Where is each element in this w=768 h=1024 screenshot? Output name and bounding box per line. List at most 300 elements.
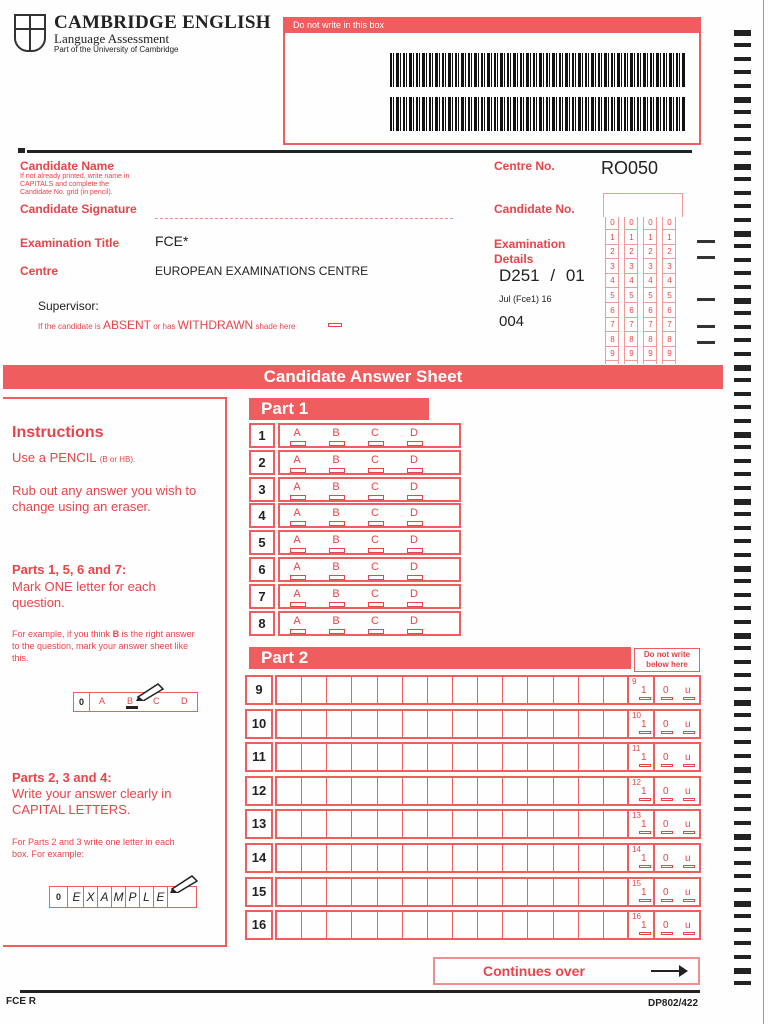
letter-box[interactable]	[428, 879, 453, 905]
letter-box[interactable]	[378, 677, 403, 703]
letter-box[interactable]	[604, 845, 629, 871]
letter-box[interactable]	[478, 811, 503, 837]
score-mark-u: u	[685, 785, 691, 797]
grid-digit-3[interactable]: 3	[606, 261, 619, 274]
letter-box[interactable]	[277, 912, 302, 938]
score-question-number: 9	[632, 677, 637, 686]
grid-digit-0[interactable]: 0	[644, 217, 657, 230]
timing-mark	[734, 191, 751, 195]
option-a[interactable]: A	[288, 481, 306, 493]
letter-box[interactable]	[478, 711, 503, 737]
letter-box[interactable]	[327, 677, 352, 703]
letter-boxes-row[interactable]	[275, 675, 655, 705]
letter-box[interactable]	[453, 845, 478, 871]
grid-digit-7[interactable]: 7	[606, 319, 619, 332]
letter-box[interactable]	[554, 879, 579, 905]
letter-box[interactable]	[453, 778, 478, 804]
letter-boxes-row[interactable]	[275, 877, 655, 907]
timing-mark	[734, 673, 751, 677]
option-b[interactable]: B	[327, 481, 345, 493]
timing-mark	[734, 794, 751, 798]
letter-box[interactable]	[352, 879, 377, 905]
grid-digit-6[interactable]: 6	[606, 305, 619, 318]
score-question-number: 16	[632, 912, 641, 922]
continues-over	[433, 957, 700, 985]
option-d[interactable]: D	[405, 454, 423, 466]
letter-box[interactable]	[302, 845, 327, 871]
grid-digit-9[interactable]: 9	[644, 348, 657, 361]
option-c[interactable]: C	[366, 507, 384, 519]
letter-box[interactable]	[277, 845, 302, 871]
letter-box[interactable]	[579, 811, 604, 837]
grid-digit-3[interactable]: 3	[644, 261, 657, 274]
letter-box[interactable]	[403, 879, 428, 905]
timing-mark	[734, 298, 751, 304]
grid-digit-4[interactable]: 4	[663, 275, 676, 288]
letter-box[interactable]	[604, 912, 629, 938]
letter-box[interactable]	[302, 711, 327, 737]
letter-box[interactable]	[503, 744, 528, 770]
letter-box[interactable]	[453, 912, 478, 938]
option-c[interactable]: C	[366, 615, 384, 627]
timing-mark	[734, 955, 751, 959]
option-d[interactable]: D	[405, 534, 423, 546]
example-b: B	[112, 629, 120, 639]
letter-box[interactable]	[428, 677, 453, 703]
letter-box[interactable]	[453, 879, 478, 905]
timing-mark	[734, 713, 751, 717]
option-c[interactable]: C	[366, 588, 384, 600]
question-number: 10	[245, 709, 273, 739]
answer-options-row	[278, 530, 461, 555]
option-a[interactable]: A	[288, 534, 306, 546]
letter-boxes-row[interactable]	[275, 709, 655, 739]
score-mark-0: 0	[663, 886, 669, 898]
exam-title-value: FCE*	[155, 233, 189, 249]
candidate-grid-column	[605, 217, 619, 364]
letter-box[interactable]	[378, 879, 403, 905]
letter-box[interactable]	[554, 711, 579, 737]
answer-options-row	[278, 477, 461, 502]
letter-box[interactable]	[352, 744, 377, 770]
score-shade-box[interactable]	[683, 932, 695, 935]
option-b[interactable]: B	[327, 507, 345, 519]
score-shade-box[interactable]	[661, 865, 673, 868]
letter-box[interactable]	[378, 778, 403, 804]
letter-box[interactable]	[453, 711, 478, 737]
candidate-name-label: Candidate Name	[20, 159, 115, 173]
score-mark-0: 0	[663, 920, 669, 932]
letter-box[interactable]	[579, 744, 604, 770]
letter-box[interactable]	[378, 744, 403, 770]
timing-mark	[734, 660, 751, 664]
example-answer-row	[73, 692, 198, 712]
letter-box[interactable]	[302, 744, 327, 770]
option-d[interactable]: D	[405, 561, 423, 573]
timing-mark	[734, 419, 751, 423]
timing-mark	[734, 137, 751, 141]
letter-box[interactable]	[352, 677, 377, 703]
letter-box[interactable]	[277, 711, 302, 737]
parts-b-title: Parts 2, 3 and 4:	[12, 770, 112, 785]
letter-box[interactable]	[302, 811, 327, 837]
score-shade-box[interactable]	[661, 932, 673, 935]
grid-digit-2[interactable]: 2	[644, 246, 657, 259]
score-shade-box[interactable]	[639, 764, 651, 767]
letter-box[interactable]	[453, 811, 478, 837]
option-d[interactable]: D	[405, 481, 423, 493]
timing-mark	[734, 606, 751, 610]
exam-code-line	[499, 266, 585, 286]
letter-boxes-row[interactable]	[275, 910, 655, 940]
score-shade-box[interactable]	[683, 831, 695, 834]
grid-digit-4[interactable]: 4	[606, 275, 619, 288]
score-mark-0: 0	[663, 685, 669, 696]
letter-box[interactable]	[503, 845, 528, 871]
example-letter: A	[98, 887, 112, 907]
letter-box[interactable]	[352, 912, 377, 938]
letter-box[interactable]	[554, 677, 579, 703]
score-shade-box[interactable]	[683, 798, 695, 801]
option-b[interactable]: B	[327, 588, 345, 600]
timing-mark	[734, 338, 751, 342]
timing-mark	[734, 512, 751, 516]
score-shade-box[interactable]	[661, 798, 673, 801]
letter-box[interactable]	[403, 845, 428, 871]
letter-box[interactable]	[604, 677, 629, 703]
score-shade-box[interactable]	[661, 764, 673, 767]
grid-digit-8[interactable]: 8	[625, 334, 638, 347]
score-box	[627, 877, 701, 907]
letter-box[interactable]	[503, 811, 528, 837]
timing-mark	[734, 861, 751, 865]
answer-options-row	[278, 450, 461, 475]
letter-box[interactable]	[478, 879, 503, 905]
option-c[interactable]: C	[366, 454, 384, 466]
letter-box[interactable]	[378, 811, 403, 837]
grid-digit-8[interactable]: 8	[644, 334, 657, 347]
letter-box[interactable]	[428, 778, 453, 804]
letter-box[interactable]	[428, 845, 453, 871]
timing-mark	[697, 341, 715, 344]
letter-box[interactable]	[327, 744, 352, 770]
score-box	[627, 776, 701, 806]
letter-box[interactable]	[554, 778, 579, 804]
letter-box[interactable]	[528, 879, 553, 905]
timing-mark	[734, 914, 751, 918]
grid-digit-6[interactable]: 6	[663, 305, 676, 318]
letter-box[interactable]	[604, 744, 629, 770]
option-c[interactable]: C	[366, 481, 384, 493]
candidate-name-hint: If not already printed, write name in CAPITALS and complete the Candidate No. grid (in pencil).	[20, 173, 130, 196]
score-shade-box[interactable]	[683, 764, 695, 767]
option-c[interactable]: C	[366, 534, 384, 546]
grid-digit-1[interactable]: 1	[663, 232, 676, 245]
score-mark-u: u	[685, 853, 691, 864]
letter-box[interactable]	[277, 677, 302, 703]
letter-box[interactable]	[528, 811, 553, 837]
timing-mark	[734, 124, 751, 128]
score-mark-1: 1	[641, 920, 647, 932]
letter-box[interactable]	[277, 811, 302, 837]
timing-mark	[734, 97, 751, 103]
letter-box[interactable]	[327, 711, 352, 737]
centre-no-label: Centre No.	[494, 159, 555, 173]
timing-mark	[734, 526, 751, 530]
absent-post: shade here	[255, 322, 296, 331]
grid-digit-5[interactable]: 5	[606, 290, 619, 303]
grid-digit-4[interactable]: 4	[644, 275, 657, 288]
grid-digit-6[interactable]: 6	[644, 305, 657, 318]
letter-box[interactable]	[428, 711, 453, 737]
option-c[interactable]: C	[366, 427, 384, 439]
example-option-d: D	[181, 696, 188, 706]
letter-box[interactable]	[352, 778, 377, 804]
score-shade-box[interactable]	[683, 899, 695, 902]
instructions-heading: Instructions	[12, 424, 104, 441]
part2-title: Part 2	[249, 647, 631, 669]
letter-box[interactable]	[453, 744, 478, 770]
grid-digit-0[interactable]: 0	[606, 217, 619, 230]
letter-box[interactable]	[378, 912, 403, 938]
letter-box[interactable]	[528, 912, 553, 938]
letter-box[interactable]	[327, 912, 352, 938]
letter-box[interactable]	[327, 879, 352, 905]
letter-box[interactable]	[579, 912, 604, 938]
score-question-number: 10	[632, 710, 641, 720]
option-a[interactable]: A	[288, 507, 306, 519]
candidate-grid-column	[624, 217, 638, 364]
score-shade-box[interactable]	[661, 899, 673, 902]
grid-digit-5[interactable]: 5	[663, 290, 676, 303]
timing-mark	[734, 285, 751, 289]
letter-box[interactable]	[428, 744, 453, 770]
option-b[interactable]: B	[327, 534, 345, 546]
pencil-text: Use a PENCIL	[12, 450, 97, 465]
letter-box[interactable]	[503, 778, 528, 804]
letter-box[interactable]	[503, 879, 528, 905]
score-shade-box[interactable]	[683, 731, 695, 734]
score-shade-box[interactable]	[661, 731, 673, 734]
score-shade-box[interactable]	[639, 831, 651, 834]
letter-box[interactable]	[554, 912, 579, 938]
grid-digit-0[interactable]: 0	[625, 217, 638, 230]
letter-box[interactable]	[478, 677, 503, 703]
score-box	[627, 675, 701, 705]
grid-digit-0[interactable]: 0	[663, 217, 676, 230]
letter-box[interactable]	[302, 912, 327, 938]
letter-box[interactable]	[554, 811, 579, 837]
letter-box[interactable]	[478, 744, 503, 770]
question-number: 2	[249, 450, 275, 475]
option-a[interactable]: A	[288, 588, 306, 600]
score-shade-box[interactable]	[661, 697, 673, 700]
grid-digit-8[interactable]: 8	[663, 334, 676, 347]
letter-box[interactable]	[302, 879, 327, 905]
grid-digit-7[interactable]: 7	[663, 319, 676, 332]
letter-box[interactable]	[403, 744, 428, 770]
question-number: 8	[249, 611, 275, 636]
grid-digit-4[interactable]: 4	[625, 275, 638, 288]
letter-boxes-row[interactable]	[275, 776, 655, 806]
score-mark-0: 0	[663, 785, 669, 797]
letter-box[interactable]	[604, 711, 629, 737]
grid-digit-3[interactable]: 3	[663, 261, 676, 274]
letter-box[interactable]	[327, 845, 352, 871]
option-d[interactable]: D	[405, 507, 423, 519]
score-shade-box[interactable]	[639, 731, 651, 734]
grid-digit-9[interactable]: 9	[663, 348, 676, 361]
letter-box[interactable]	[403, 912, 428, 938]
letter-box[interactable]	[403, 811, 428, 837]
letter-box[interactable]	[579, 845, 604, 871]
score-mark-1: 1	[641, 886, 647, 898]
letter-boxes-row[interactable]	[275, 742, 655, 772]
letter-box[interactable]	[277, 778, 302, 804]
grid-digit-2[interactable]: 2	[663, 246, 676, 259]
grid-digit-1[interactable]: 1	[625, 232, 638, 245]
letter-box[interactable]	[554, 845, 579, 871]
letter-box[interactable]	[503, 912, 528, 938]
letter-box[interactable]	[403, 711, 428, 737]
example-letter: L	[140, 887, 154, 907]
letter-box[interactable]	[579, 711, 604, 737]
question-number: 13	[245, 809, 273, 839]
option-d[interactable]: D	[405, 615, 423, 627]
exam-details-label: Examination Details	[494, 237, 566, 266]
letter-box[interactable]	[428, 811, 453, 837]
letter-box[interactable]	[503, 711, 528, 737]
letter-box[interactable]	[579, 677, 604, 703]
grid-digit-2[interactable]: 2	[625, 246, 638, 259]
letter-box[interactable]	[604, 778, 629, 804]
letter-box[interactable]	[302, 677, 327, 703]
score-mark-1: 1	[641, 718, 647, 730]
letter-box[interactable]	[453, 677, 478, 703]
score-shade-box[interactable]	[639, 798, 651, 801]
answer-options-row	[278, 503, 461, 528]
candidate-signature-label: Candidate Signature	[20, 202, 137, 216]
option-a[interactable]: A	[288, 561, 306, 573]
timing-mark	[734, 981, 751, 985]
question-number: 16	[245, 910, 273, 940]
letter-boxes-row[interactable]	[275, 843, 655, 873]
letter-box[interactable]	[503, 677, 528, 703]
letter-box[interactable]	[277, 744, 302, 770]
letter-box[interactable]	[403, 778, 428, 804]
score-shade-box[interactable]	[639, 865, 651, 868]
option-d[interactable]: D	[405, 427, 423, 439]
score-box	[627, 843, 701, 873]
score-shade-box[interactable]	[639, 932, 651, 935]
letter-box[interactable]	[579, 778, 604, 804]
timing-mark	[734, 874, 751, 878]
letter-box[interactable]	[352, 811, 377, 837]
score-mark-1: 1	[641, 752, 647, 764]
option-d[interactable]: D	[405, 588, 423, 600]
timing-mark	[734, 30, 751, 36]
option-c[interactable]: C	[366, 561, 384, 573]
page-edge	[763, 0, 764, 1024]
signature-line[interactable]	[155, 218, 453, 219]
score-shade-box[interactable]	[683, 865, 695, 868]
letter-box[interactable]	[604, 811, 629, 837]
letter-box[interactable]	[528, 845, 553, 871]
score-shade-box[interactable]	[639, 899, 651, 902]
letter-box[interactable]	[528, 677, 553, 703]
grid-digit-9[interactable]: 9	[625, 348, 638, 361]
letter-box[interactable]	[378, 845, 403, 871]
score-shade-box[interactable]	[683, 697, 695, 700]
letter-box[interactable]	[478, 845, 503, 871]
letter-box[interactable]	[528, 778, 553, 804]
letter-box[interactable]	[302, 778, 327, 804]
letter-box[interactable]	[327, 811, 352, 837]
option-b[interactable]: B	[327, 427, 345, 439]
option-a[interactable]: A	[288, 615, 306, 627]
grid-digit-7[interactable]: 7	[644, 319, 657, 332]
letter-box[interactable]	[378, 711, 403, 737]
option-b[interactable]: B	[327, 454, 345, 466]
centre-label: Centre	[20, 264, 59, 278]
option-b[interactable]: B	[327, 561, 345, 573]
header-divider	[27, 150, 692, 153]
letter-box[interactable]	[428, 912, 453, 938]
letter-box[interactable]	[403, 677, 428, 703]
letter-box[interactable]	[478, 912, 503, 938]
question-number: 5	[249, 530, 275, 555]
letter-box[interactable]	[604, 879, 629, 905]
letter-box[interactable]	[277, 879, 302, 905]
letter-boxes-row[interactable]	[275, 809, 655, 839]
pencil-note: (B or HB).	[99, 455, 136, 464]
grid-digit-6[interactable]: 6	[625, 305, 638, 318]
timing-mark	[734, 84, 751, 88]
timing-mark	[734, 780, 751, 784]
letter-box[interactable]	[554, 744, 579, 770]
letter-box[interactable]	[352, 711, 377, 737]
grid-digit-3[interactable]: 3	[625, 261, 638, 274]
score-mark-u: u	[685, 752, 691, 764]
grid-digit-1[interactable]: 1	[606, 232, 619, 245]
letter-box[interactable]	[579, 879, 604, 905]
timing-mark	[734, 767, 751, 773]
timing-mark	[734, 620, 751, 624]
candidate-grid-column	[662, 217, 676, 364]
grid-digit-5[interactable]: 5	[625, 290, 638, 303]
absent-shade-box[interactable]	[328, 323, 342, 327]
grid-digit-5[interactable]: 5	[644, 290, 657, 303]
grid-digit-9[interactable]: 9	[606, 348, 619, 361]
letter-box[interactable]	[528, 744, 553, 770]
score-shade-box[interactable]	[661, 831, 673, 834]
letter-box[interactable]	[478, 778, 503, 804]
parts-b-text: Write your answer clearly in CAPITAL LETTERS.	[12, 786, 172, 817]
option-b[interactable]: B	[327, 615, 345, 627]
score-shade-box[interactable]	[639, 697, 651, 700]
grid-digit-1[interactable]: 1	[644, 232, 657, 245]
grid-digit-7[interactable]: 7	[625, 319, 638, 332]
grid-digit-8[interactable]: 8	[606, 334, 619, 347]
option-a[interactable]: A	[288, 427, 306, 439]
parts-a-title: Parts 1, 5, 6 and 7:	[12, 562, 127, 577]
letter-box[interactable]	[327, 778, 352, 804]
grid-digit-2[interactable]: 2	[606, 246, 619, 259]
barcode-top	[390, 53, 686, 87]
letter-box[interactable]	[352, 845, 377, 871]
option-a[interactable]: A	[288, 454, 306, 466]
letter-box[interactable]	[528, 711, 553, 737]
